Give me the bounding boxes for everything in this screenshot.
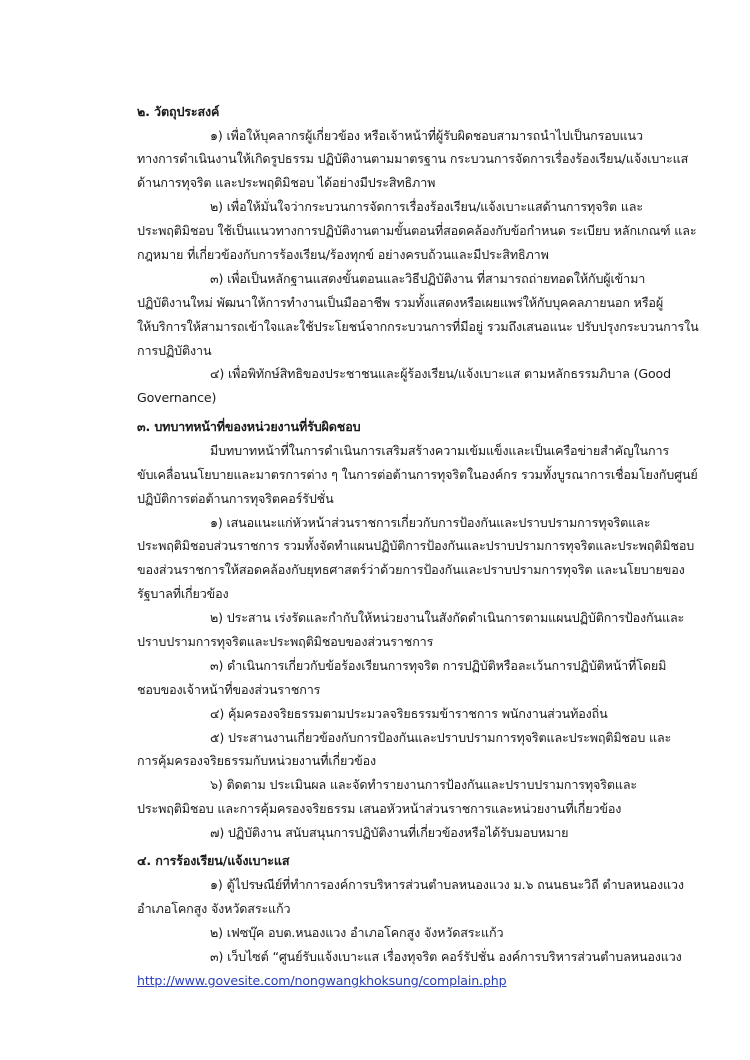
s2-p1-line1: ๑) เพื่อให้บุคลากรผู้เกี่ยวข้อง หรือเจ้าหน้าที่ผู้รับผิดชอบสามารถนำไปเป็นกรอบแนว <box>210 128 643 143</box>
s3-i2-line1: ๒) ประสาน เร่งรัดและกำกับให้หน่วยงานในสังกัดดำเนินการตามแผนปฏิบัติการป้องกันและ <box>210 610 685 625</box>
s2-p1-line2: ทางการดำเนินงานให้เกิดรูปธรรม ปฏิบัติงานตามมาตรฐาน กระบวนการจัดการเรื่องร้องเรียน/แจ้งเบาะแส <box>137 151 689 166</box>
s2-p2-line3: กฎหมาย ที่เกี่ยวข้องกับการร้องเรียน/ร้องทุกข์ อย่างครบถ้วนและมีประสิทธิภาพ <box>137 247 549 262</box>
s2-p4-line1: ๔) เพื่อพิทักษ์สิทธิของประชาชนและผู้ร้องเรียน/แจ้งเบาะแส ตามหลักธรรมภิบาล (Good <box>210 366 671 381</box>
s4-c2: ๒) เฟซบุ๊ค อบต.หนองแวง อำเภอโคกสูง จังหวัดสระแก้ว <box>210 925 504 940</box>
s3-i3-line1: ๓) ดำเนินการเกี่ยวกับข้อร้องเรียนการทุจริต การปฏิบัติหรือละเว้นการปฏิบัติหน้าที่โดยมิ <box>210 658 667 673</box>
s4-c1-line2: อำเภอโคกสูง จังหวัดสระแก้ว <box>137 901 291 916</box>
s3-i1-line4: รัฐบาลที่เกี่ยวข้อง <box>137 586 229 601</box>
s2-p4-line2: Governance) <box>137 390 217 405</box>
s3-i5-line2: การคุ้มครองจริยธรรมกับหน่วยงานที่เกี่ยวข้อง <box>137 753 376 768</box>
s3-i5-line1: ๕) ประสานงานเกี่ยวข้องกับการป้องกันและปราบปรามการทุจริตและประพฤติมิชอบ และ <box>210 730 672 745</box>
s3-i3-line2: ชอบของเจ้าหน้าที่ของส่วนราชการ <box>137 682 321 697</box>
s4-c1-line1: ๑) ตู้ไปรษณีย์ที่ทำการองค์การบริหารส่วนตำบลหนองแวง ม.๖ ถนนธนะวิถี ตำบลหนองแวง <box>210 877 684 892</box>
complaint-url-link[interactable]: http://www.govesite.com/nongwangkhoksung/complain.php <box>137 973 507 988</box>
section2-heading: ๒. วัตถุประสงค์ <box>137 104 220 119</box>
s2-p3-line1: ๓) เพื่อเป็นหลักฐานแสดงขั้นตอนและวิธีปฏิบัติงาน ที่สามารถถ่ายทอดให้กับผู้เข้ามา <box>210 271 646 286</box>
s2-p1-line3: ด้านการทุจริต และประพฤติมิชอบ ได้อย่างมีประสิทธิภาพ <box>137 175 436 190</box>
s2-p3-line2: ปฏิบัติงานใหม่ พัฒนาให้การทำงานเป็นมืออาชีพ รวมทั้งแสดงหรือเผยแพร่ให้กับบุคคลภายนอก หรือผู้ <box>137 295 664 310</box>
s3-i4: ๔) คุ้มครองจริยธรรมตามประมวลจริยธรรมข้าราชการ พนักงานส่วนท้องถิ่น <box>210 706 608 721</box>
s2-p2-line1: ๒) เพื่อให้มั่นใจว่ากระบวนการจัดการเรื่องร้องเรียน/แจ้งเบาะแสด้านการทุจริต และ <box>210 199 643 214</box>
s4-c3: ๓) เว็บไซต์ “ศูนย์รับแจ้งเบาะแส เรื่องทุจริต คอร์รัปชั่น องค์การบริหารส่วนตำบลหนองแวง <box>210 949 682 964</box>
s3-i6-line1: ๖) ติดตาม ประเมินผล และจัดทำรายงานการป้องกันและปราบปรามการทุจริตและ <box>210 777 638 792</box>
s3-i1-line2: ประพฤติมิชอบส่วนราชการ รวมทั้งจัดทำแผนปฏิบัติการป้องกันและปราบปรามการทุจริตและประพฤติมิชอบ <box>137 538 695 553</box>
s3-i6-line2: ประพฤติมิชอบ และการคุ้มครองจริยธรรม เสนอหัวหน้าส่วนราชการและหน่วยงานที่เกี่ยวข้อง <box>137 801 622 816</box>
s3-i7: ๗) ปฏิบัติงาน สนับสนุนการปฏิบัติงานที่เกี่ยวข้องหรือได้รับมอบหมาย <box>210 825 569 840</box>
s3-intro-line2: ขับเคลื่อนนโยบายและมาตรการต่าง ๆ ในการต่อต้านการทุจริตในองค์กร รวมทั้งบูรณาการเชื่อมโยงกับศูนย์ <box>137 467 698 482</box>
s3-i1-line1: ๑) เสนอแนะแก่หัวหน้าส่วนราชการเกี่ยวกับการป้องกันและปราบปรามการทุจริตและ <box>210 515 651 530</box>
s3-intro-line3: ปฏิบัติการต่อต้านการทุจริตคอร์รัปชั่น <box>137 491 334 506</box>
s2-p3-line3: ให้บริการให้สามารถเข้าใจและใช้ประโยชน์จากกระบวนการที่มีอยู่ รวมถึงเสนอแนะ ปรับปรุงกระบวนการใน <box>137 319 699 334</box>
s2-p2-line2: ประพฤติมิชอบ ใช้เป็นแนวทางการปฏิบัติงานตามขั้นตอนที่สอดคล้องกับข้อกำหนด ระเบียบ หลักเกณฑ์ และ <box>137 223 697 238</box>
section4-heading: ๔. การร้องเรียน/แจ้งเบาะแส <box>137 853 290 868</box>
s3-intro-line1: มีบทบาทหน้าที่ในการดำเนินการเสริมสร้างความเข้มแข็งและเป็นเครือข่ายสำคัญในการ <box>210 443 669 458</box>
s3-i1-line3: ของส่วนราชการให้สอดคล้องกับยุทธศาสตร์ว่าด้วยการป้องกันและปราบปรามการทุจริต และนโยบายของ <box>137 562 685 577</box>
s2-p3-line4: การปฏิบัติงาน <box>137 343 212 358</box>
s3-i2-line2: ปราบปรามการทุจริตและประพฤติมิชอบของส่วนราชการ <box>137 634 434 649</box>
section3-heading: ๓. บทบาทหน้าที่ของหน่วยงานที่รับผิดชอบ <box>137 419 361 434</box>
